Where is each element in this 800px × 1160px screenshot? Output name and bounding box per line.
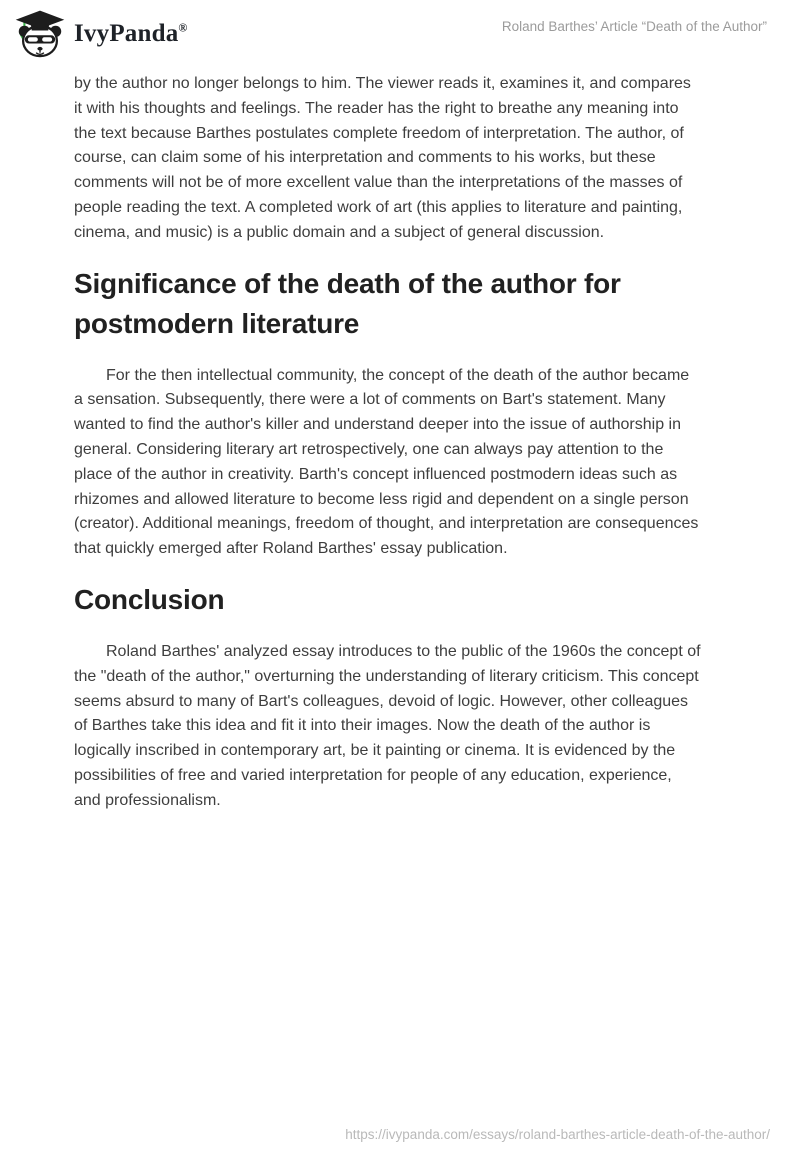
section-heading-conclusion: Conclusion [74,583,225,615]
logo-text: IvyPanda [74,20,179,47]
section-heading-significance: Significance of the death of the author for postmodern literature [74,267,621,339]
logo-wordmark [74,8,188,60]
document-title: Roland Barthes’ Article “Death of the Author” [501,19,767,34]
paragraph-conclusion: Roland Barthes' analyzed essay introduces to the public of the 1960s the concept of the "death of the author," overturning the understanding of literary criticism. This concept seems absurd to many of Bart's colleagues, devoid of logic. However, other colleagues of Barthes take this idea and fit it into their images. Now the death of the author is logically inscribed in contemporary art, be it painting or cinema. It is evidenced by the possibilities of free and varied interpretation for people of any education, experience, and professionalism. [74,642,701,809]
page-footer [345,1126,770,1144]
source-url-link[interactable]: https://ivypanda.com/essays/roland-barthes-article-death-of-the-author/ [345,1127,770,1142]
brand-link[interactable] [14,8,188,60]
page-header [14,8,767,60]
paragraph-significance: For the then intellectual community, the concept of the death of the author became a sensation. Subsequently, there were a lot of comments on Bart's statement. Many wanted to find the author's killer and understand deeper into the issue of authorship in general. Considering literary art retrospectively, one can always pay attention to the place of the author in creativity. Barth's concept influenced postmodern ideas such as rhizomes and allowed literature to become less rigid and dependent on a single person (creator). Additional meanings, freedom of thought, and interpretation are consequences that quickly emerged after Roland Barthes' essay publication. [74,366,699,558]
paragraph-intro-continuation: by the author no longer belongs to him. The viewer reads it, examines it, and compares it with his thoughts and feelings. The reader has the right to breathe any meaning into the text because Barthes postulates complete freedom of interpretation. The author, of course, can claim some of his interpretation and comments to his works, but these comments will not be of more excellent value than the interpretations of the masses of people reading the text. A completed work of art (this applies to literature and painting, cinema, and music) is a public domain and a subject of general discussion. [74,75,691,241]
article-content [74,72,702,814]
ivypanda-logo-icon [14,9,66,59]
registered-mark: ® [178,20,188,35]
